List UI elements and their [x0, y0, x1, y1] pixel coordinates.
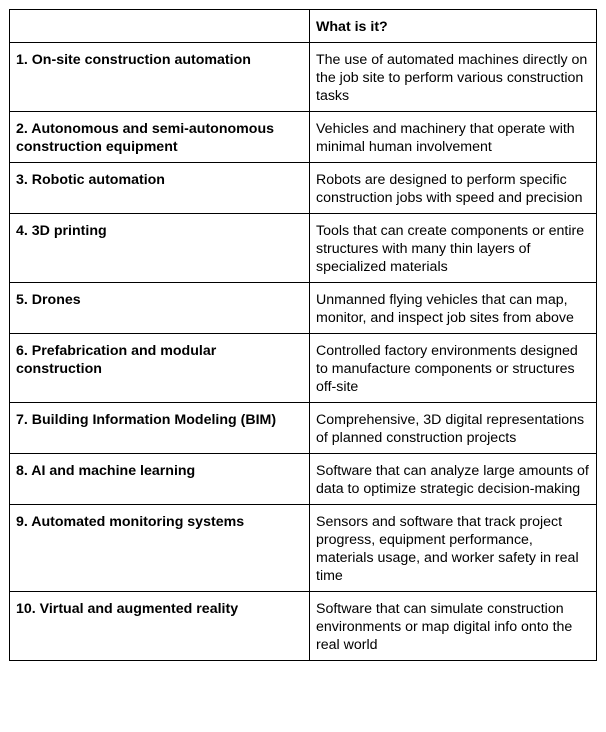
technology-column-header [10, 10, 310, 43]
technology-description: Software that can simulate construction environments or map digital info onto the real world [310, 592, 597, 661]
technology-name: 1. On-site construction automation [10, 43, 310, 112]
technology-name: 8. AI and machine learning [10, 454, 310, 505]
table-row [10, 592, 597, 661]
technology-description: The use of automated machines directly on the job site to perform various construction tasks [310, 43, 597, 112]
technology-name: 9. Automated monitoring systems [10, 505, 310, 592]
technology-name: 2. Autonomous and semi-autonomous construction equipment [10, 112, 310, 163]
table-row [10, 454, 597, 505]
technology-name: 3. Robotic automation [10, 163, 310, 214]
technology-name: 5. Drones [10, 283, 310, 334]
table-row [10, 283, 597, 334]
technology-name: 6. Prefabrication and modular construction [10, 334, 310, 403]
technology-description: Vehicles and machinery that operate with minimal human involvement [310, 112, 597, 163]
technology-description: Comprehensive, 3D digital representations of planned construction projects [310, 403, 597, 454]
table-row [10, 112, 597, 163]
technology-description: Controlled factory environments designed to manufacture components or structures off-site [310, 334, 597, 403]
technology-name: 10. Virtual and augmented reality [10, 592, 310, 661]
technology-description: Unmanned flying vehicles that can map, monitor, and inspect job sites from above [310, 283, 597, 334]
technology-name: 7. Building Information Modeling (BIM) [10, 403, 310, 454]
table-row [10, 214, 597, 283]
table-row [10, 163, 597, 214]
table-row [10, 334, 597, 403]
table-header-row [10, 10, 597, 43]
technology-table [9, 9, 597, 661]
table-row [10, 43, 597, 112]
technology-description: Robots are designed to perform specific construction jobs with speed and precision [310, 163, 597, 214]
technology-name: 4. 3D printing [10, 214, 310, 283]
table-row [10, 403, 597, 454]
technology-description: Software that can analyze large amounts of data to optimize strategic decision-making [310, 454, 597, 505]
technology-description: Tools that can create components or entire structures with many thin layers of specialized materials [310, 214, 597, 283]
description-column-header: What is it? [310, 10, 597, 43]
technology-description: Sensors and software that track project progress, equipment performance, materials usage, and worker safety in real time [310, 505, 597, 592]
table-row [10, 505, 597, 592]
